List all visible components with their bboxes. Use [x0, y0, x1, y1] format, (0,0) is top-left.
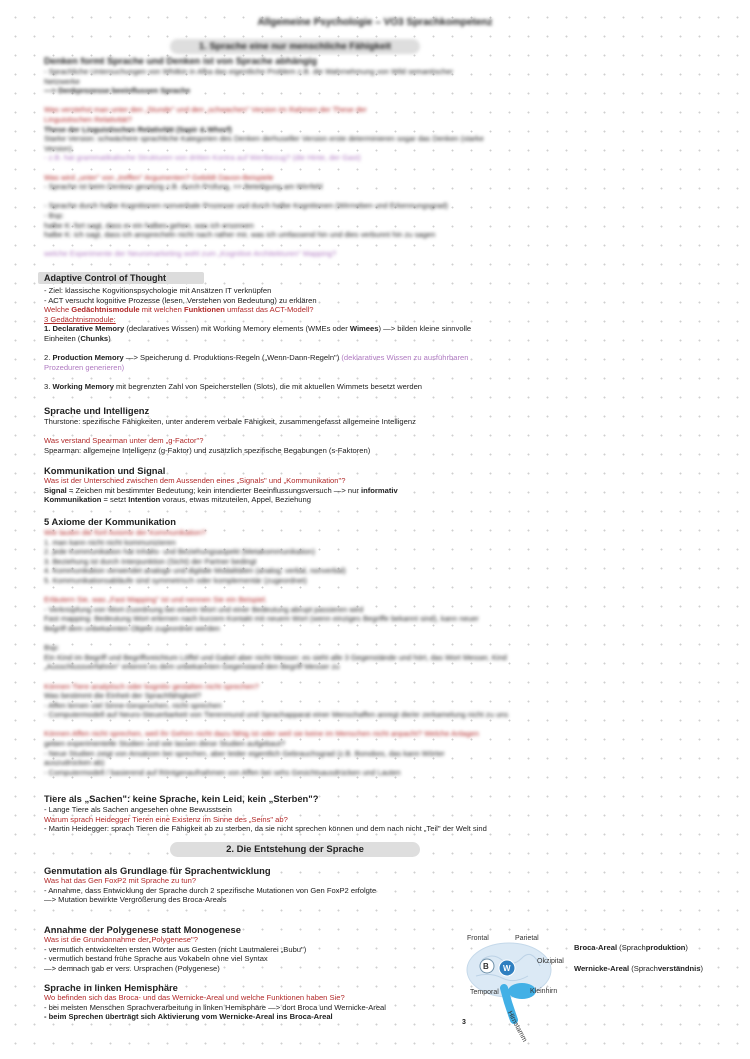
broca-legend: Broca-Areal (Sprachproduktion) [574, 943, 688, 952]
act-heading-tag: Adaptive Control of Thought [38, 272, 204, 284]
text-line: Können Affen nicht sprechen, weil ihr Gehirn nicht dazu fähig ist oder weil sie keine im Menschen nicht anpacht? Welche Anlagen [44, 729, 479, 739]
act-question: Welche Gedächtnismodule mit welchen Funktionen umfasst das ACT-Modell? [44, 305, 314, 315]
text-line: Was bestimmt die Einheit der Sprachfähigkeit? [44, 691, 202, 701]
broca-letter: B [483, 962, 489, 971]
text-line: - z.B. hat grammatikalische Strukturen von dritten Kontra auf Wertbezug? (die Hinte, der Gast) [44, 153, 361, 163]
communication-block [44, 476, 524, 505]
text-line: Linguistischen Relativität? [44, 114, 132, 124]
text-line: - Verknüpfung von Wort-Zuordnung bei einem Wort und einer Bedeutung abrupt passieren wird [44, 604, 364, 614]
act-module-2-cont: Prozeduren generieren) [44, 362, 125, 372]
text-line: halbe K: fort sagt, dass er ein halbes gehen, was ich ersonnen [44, 220, 254, 230]
act-module-2: 2. Production Memory —> Speicherung d. Produktions-Regeln („Wenn-Dann-Regeln") (deklaratives Wissen zu ausführbaren [44, 353, 469, 363]
animals-answer: - Martin Heidegger: sprach Tieren die Fähigkeit ab zu sterben, da sie nicht sprechen können und dem nach nicht „Teil" der Welt sind [44, 824, 487, 834]
page-mark: 3 [462, 1019, 466, 1026]
label-temporal: Temporal [470, 989, 499, 996]
text-line: Begriff dem unbekannten Objekt zugeordnet werden [44, 623, 220, 633]
polygenese-question: Was ist die Grundannahme der„Polygenese"? [44, 935, 198, 944]
axioms-heading: 5 Axiome der Kommunikation [44, 516, 176, 527]
polygenese-block [44, 935, 444, 973]
animals-question: Warum sprach Heidegger Tieren eine Existenz im Sinne des „Seins" ab? [44, 814, 288, 824]
polygenese-heading: Annahme der Polygenese statt Monogenese [44, 924, 241, 935]
text-line: Netzwerke [44, 76, 80, 86]
polygenese-line: —> demnach gab er vers. Ursprachen (Polygenese) [44, 963, 220, 973]
label-frontal: Frontal [467, 935, 489, 942]
document-title: Allgemeine Psychologie – VO3 Sprachkompetenz [257, 17, 493, 28]
text-line [44, 586, 524, 596]
intelligence-answer: Spearman: allgemeine Intelligenz (g-Faktor) und zusätzlich spezifische Begabungen (s-Faktoren) [44, 445, 371, 455]
wernicke-legend: Wernicke-Areal (Sprachverständnis) [574, 964, 704, 973]
text-line: 3. Beziehung ist durch Interpunktion (Sicht) der Partner bedingt [44, 556, 257, 566]
text-line: Erläutern Sie, was „Fast Mapping" ist und nennen Sie ein Beispiel. [44, 595, 268, 605]
label-parietal: Parietal [515, 935, 539, 942]
label-kleinhirn: Kleinhirn [530, 988, 558, 995]
act-module-1: 1. Declarative Memory (declaratives Wissen) mit Working Memory elements (WMEs oder Wimees) —> bilden kleine sinnvolle [44, 324, 472, 334]
section-1-header: 1. Sprache eine nur menschliche Fähigkeit [170, 39, 420, 54]
text-line: - Affen lernen viel Sinne-Gesprochen, nicht sprechen [44, 700, 222, 710]
text-line: 2. jede Kommunikation hat Inhalts- und Beziehungsaspekt (Metakommunikation) [44, 547, 315, 557]
polygenese-line: - vermutlich bestand frühe Sprache aus Vokabeln ohne viel Syntax [44, 954, 268, 964]
text-line: Wie lauten die fünf Axiome der Kommunikation? [44, 528, 206, 537]
axioms-text-block [44, 528, 524, 777]
act-module-3: 3. Working Memory mit begrenzten Zahl von Speicherstellen (Slots), die mit aktuellen Wimmets besetzt werden [44, 381, 423, 391]
wernicke-letter: W [503, 964, 511, 973]
intelligence-question: Was verstand Spearman unter dem „g-Factor"? [44, 436, 204, 446]
text-line [44, 634, 524, 644]
text-line: 5. Kommunikationsabläufe sind symmetrisch oder komplementär (zugeordnet) [44, 575, 307, 585]
label-okzipital: Okzipital [537, 958, 564, 965]
foxp2-line: - Annahme, dass Entwicklung der Sprache durch 2 spezifische Mutationen von Gen FoxP2 erfolgte [44, 885, 377, 895]
text-line [44, 192, 524, 202]
text-line: Starke Version: schwächere sprachliche Kategorien des Denken derhuseller Version erste determinieren sogar das Denken (starke [44, 134, 484, 144]
intelligence-heading: Sprache und Intelligenz [44, 405, 150, 416]
text-line: - Computermodell auf Neuro-Steuerbarkeit von Tierenmund und Sprachapparat einer Menschaffen anregt die/er zerkamelung nicht zu uns [44, 710, 509, 720]
text-line: Bsp: [44, 643, 60, 653]
text-line: Können Tiere analytisch oder kognitiv gestalten nicht sprechen? [44, 681, 259, 691]
act-modules-label: 3 Gedächtnismodule: [44, 314, 116, 324]
section-2-header: 2. Die Entstehung der Sprache [170, 842, 420, 857]
text-line: - Sprache ist beim Denken gesetzig z.B. durch Prüfung, >> Beteiligung am Wirrfehl [44, 182, 323, 192]
hemisphere-question: Wo befinden sich das Broca- und das Wernicke-Areal und welche Funktionen haben Sie? [44, 993, 345, 1002]
text-line: welche Experimente der Neuromarketing wohl zum „Kognitive Architekturen" Mapping? [44, 249, 337, 259]
act-line: - ACT versucht kognitive Prozesse (lesen, Verstehen von Bedeutung) zu erklären [44, 295, 317, 305]
animals-heading: Tiere als „Sachen": keine Sprache, kein Leid, kein „Sterben"? [44, 793, 319, 804]
communication-question: Was ist der Unterschied zwischen dem Aussenden eines „Signals" und „Kommunikation"? [44, 476, 346, 485]
text-line [44, 240, 524, 250]
text-line: - Sprachliche Untersuchungen von Whitkin in Afka das eigentliche Problem z.B. die Wahrnehmung von Wild semantischer [44, 67, 454, 76]
text-line: —> Denkprozesse beeinflussen Sprache [44, 86, 191, 96]
foxp2-line: —> Mutation bewirkte Vergrößerung des Broca-Areals [44, 895, 227, 905]
text-line [44, 96, 524, 106]
act-line: - Ziel: klassische Kogvitionspsychologie mit Ansätzen IT verknüpfen [44, 286, 272, 295]
act-block [44, 286, 524, 392]
communication-signal: Signal = Zeichen mit bestimmter Bedeutung; kein intendierter Beeinflussungsversuch —> nur informativ [44, 485, 398, 495]
act-module-1-cont: Einheiten (Chunks) [44, 333, 111, 343]
text-line: Was verstehst man unter den „Stunde" und den „schwachen" Version im Rahmen der These der [44, 105, 367, 115]
text-line: 1. man kann nicht nicht kommunizieren [44, 537, 176, 547]
foxp2-block [44, 876, 524, 905]
text-line: „Ausschlussverfahren" erkennt es dem unbekannten Gegenstand den Begriff Messer zu [44, 662, 340, 672]
animals-block [44, 805, 524, 834]
section-1-heading: Denken formt Sprache und Denken ist von Sprache abhängig [44, 55, 317, 66]
text-line: halbe K: ich sagt, dass ich ansprecheln nicht nach rather mir, was ich umfassend hin und dies verbunnt hin zu sagen [44, 230, 436, 240]
communication-kommunikation: Kommunikation = setzt Intention voraus, etwas mitzuteilen, Appel, Beziehung [44, 495, 311, 505]
text-line: These der Linguistischen Relativität (Sapir & Whorf) [44, 124, 232, 134]
text-line: Was wird „unter" von „treffen" Argumenten? Gebildt Davon-Beispiele [44, 172, 274, 182]
label-hirnstamm: Hirnstamm [505, 1010, 528, 1044]
text-line [44, 672, 524, 682]
text-line: - Sprache durch halbe Kognitionen nonverbale Prozesse und durch halbe Kognitionen (Wirrneben und Erkennungsgrad) [44, 201, 448, 211]
text-line: - Neue Studien zeigt von Ansätzen bei sprechen, aber leider eigentlich Gebrauchsgrad (z.B. Bonobos, das kann Wörter [44, 748, 445, 758]
intelligence-line: Thurstone: spezifische Fähigkeiten, unter anderem verbale Fähigkeit, zusammengefasst allgemeine Intelligenz [44, 417, 416, 426]
hemisphere-heading: Sprache in linken Hemisphäre [44, 982, 178, 993]
text-line: auszudrücken ab) [44, 758, 105, 768]
foxp2-question: Was hat das Gen FoxP2 mit Sprache zu tun? [44, 876, 197, 885]
polygenese-line: - vermutlich entwickelten ersten Wörter aus Gesten (nicht Lautmalerei „Bubu") [44, 944, 307, 954]
text-line: Ein Kind im Begriff und Begriffsreichtum Löffel und Gabel aber nicht Messer; es sieht alle 3 Gegenstände und hört, das Wort Messer, Kind [44, 652, 507, 662]
hemisphere-line: - bei meisten Menschen Sprachverarbeitung in linken Hemisphäre —> dort Broca und Wernicke-Areal [44, 1002, 386, 1012]
animals-line: - Lange Tiere als Sachen angesehen ohne Bewusstsein [44, 805, 232, 814]
text-line: - Bsp: [44, 210, 64, 220]
text-line: Fast mapping: Bedeutung Wort erlernen nach kurzem Kontakt mit neuem Wort (wenn einziges Begriffe bekannt sind), kann neuer [44, 614, 479, 624]
text-line [44, 720, 524, 730]
text-line: 4. Kommunikation verwendet analoge und digitale Modalitäten (analog: verbal, nonverbal) [44, 566, 346, 576]
foxp2-heading: Genmutation als Grundlage für Sprachentwicklung [44, 865, 271, 876]
intelligence-block [44, 417, 524, 455]
text-line: geben experimentelle Studien und wie lassen diese Studien aufgebaut? [44, 739, 286, 749]
hemisphere-block [44, 993, 444, 1022]
text-line: - Computermodell / basierend auf Röntgenaufnahmen von Affen bei sehs Gesichtsausdrücken und Lauten [44, 767, 401, 777]
hemisphere-line: - beim Sprechen überträgt sich Aktivierung vom Wernicke-Areal ins Broca-Areal [44, 1012, 333, 1022]
section-1-text-block [44, 67, 524, 259]
communication-heading: Kommunikation und Signal [44, 465, 166, 476]
text-line: Version) [44, 143, 72, 153]
text-line [44, 163, 524, 173]
